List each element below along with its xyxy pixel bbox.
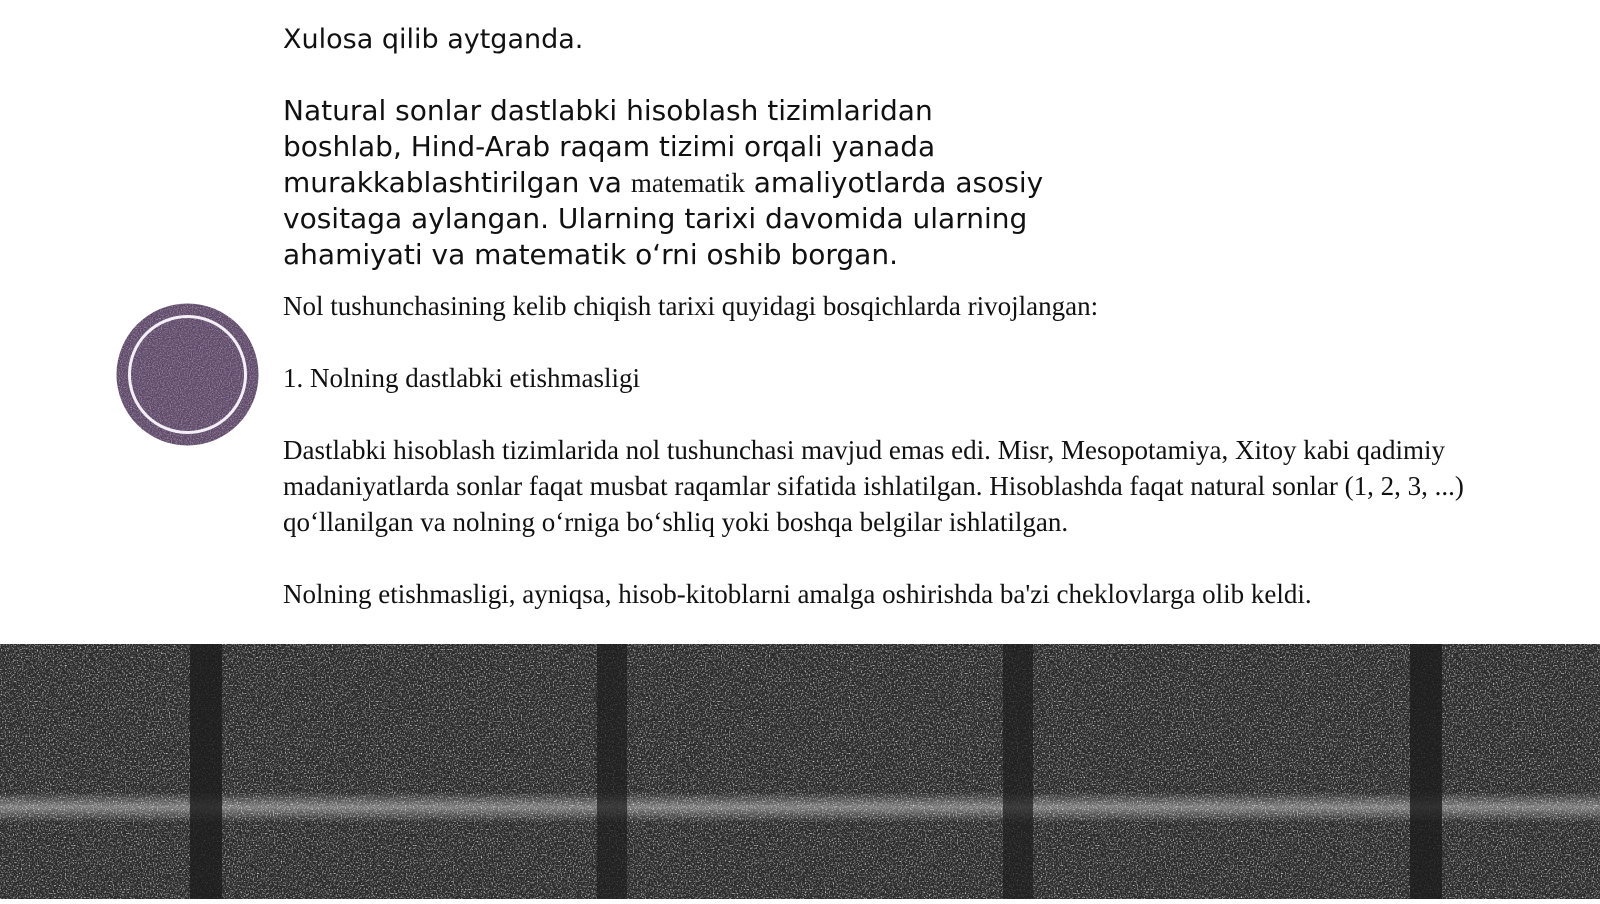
textured-footer-band — [0, 644, 1600, 899]
medallion-graphic — [116, 303, 259, 446]
summary-line-4: vositaga aylangan. Ularning tarixi davomida ularning — [283, 202, 1028, 235]
summary-title: Xulosa qilib aytganda. — [283, 24, 584, 55]
texture-graphic — [0, 644, 1600, 899]
spacer — [283, 540, 1543, 576]
stage-paragraph: Dastlabki hisoblash tizimlarida nol tushunchasi mavjud emas edi. Misr, Mesopotamiya, Xitoy kabi qadimiy madaniyatlarda sonlar faqat musbat raqamlar sifatida ishlatilgan. Hisoblashda faqat natural sonlar (1, 2, 3, ...) qoʻllanilgan va nolning oʻrniga boʻshliq yoki boshqa belgilar ishlatilgan. — [283, 435, 1464, 537]
stage-conclusion: Nolning etishmasligi, ayniqsa, hisob-kitoblarni amalga oshirishda ba'zi cheklovlarga olib keldi. — [283, 579, 1312, 609]
summary-line-3 — [283, 165, 1123, 201]
summary-line-3-suffix: amaliyotlarda asosiy — [744, 166, 1044, 199]
summary-line-3-prefix: murakkablashtirilgan va — [283, 166, 631, 199]
zero-history-intro: Nol tushunchasining kelib chiqish tarixi quyidagi bosqichlarda rivojlangan: — [283, 291, 1099, 321]
summary-line-3-serif-word: matematik — [630, 168, 745, 198]
textured-circle-icon — [116, 303, 259, 446]
summary-line-5: ahamiyati va matematik oʻrni oshib borgan. — [283, 238, 898, 271]
zero-history-section — [283, 288, 1543, 612]
summary-line-1: Natural sonlar dastlabki hisoblash tizimlaridan — [283, 94, 933, 127]
spacer — [283, 396, 1543, 432]
spacer — [283, 324, 1543, 360]
summary-paragraph — [283, 93, 1123, 273]
stage-heading: 1. Nolning dastlabki etishmasligi — [283, 363, 640, 393]
summary-line-2: boshlab, Hind-Arab raqam tizimi orqali yanada — [283, 130, 936, 163]
